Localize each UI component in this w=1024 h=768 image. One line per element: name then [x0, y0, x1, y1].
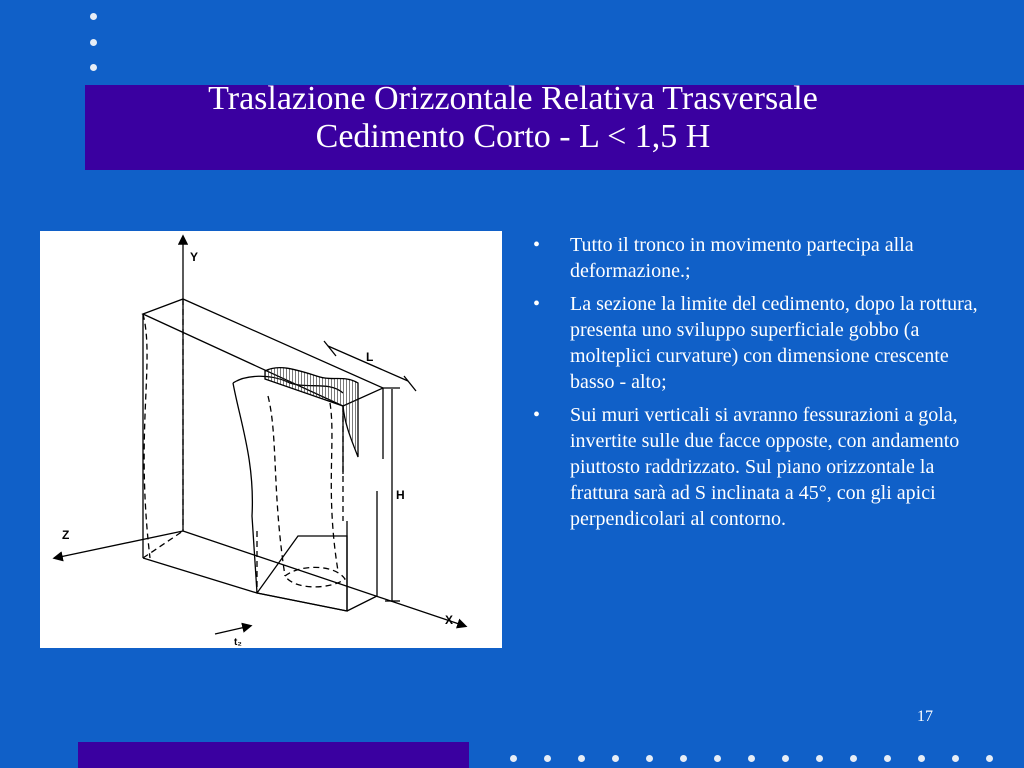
bullet-item: [527, 291, 987, 395]
slide-title-line-2: Cedimento Corto - L < 1,5 H: [315, 118, 711, 155]
decor-dot: [612, 755, 619, 762]
decor-dot: [646, 755, 653, 762]
time-label: t₂: [234, 637, 242, 648]
decor-dot: [680, 755, 687, 762]
bottom-band: [78, 742, 469, 768]
z-axis-label: Z: [62, 528, 70, 542]
decor-dot: [714, 755, 721, 762]
slide-title: [85, 80, 941, 156]
y-axis-label: Y: [190, 250, 199, 264]
decor-dot: [782, 755, 789, 762]
decor-dot: [90, 39, 97, 46]
decor-dot: [952, 755, 959, 762]
decor-dot: [90, 64, 97, 71]
column-left-edge: [233, 383, 257, 593]
decor-dot: [748, 755, 755, 762]
bullet-marker: •: [533, 234, 541, 256]
bullet-item: [527, 232, 987, 284]
bullet-marker: •: [533, 293, 541, 315]
fracture-surface: [265, 368, 358, 457]
wall-settlement-diagram: [40, 231, 502, 648]
slide-title-line-1: Traslazione Orizzontale Relativa Trasversale: [208, 80, 818, 117]
decor-dot: [850, 755, 857, 762]
bullet-text: Tutto il tronco in movimento partecipa alla deformazione.;: [570, 234, 914, 282]
decor-dot: [510, 755, 517, 762]
diagram-figure: [40, 231, 502, 648]
x-axis-label: X: [445, 613, 454, 627]
decor-dot: [918, 755, 925, 762]
slide-number: 17: [917, 708, 933, 725]
bullet-item: [527, 402, 987, 532]
decor-dot: [544, 755, 551, 762]
decor-dot: [578, 755, 585, 762]
bullet-text: La sezione la limite del cedimento, dopo la rottura, presenta uno sviluppo superficiale gobbo (a molteplici curvature) con dimensione crescente basso - alto;: [570, 293, 978, 393]
bullet-list: [527, 232, 987, 539]
height-label: H: [396, 488, 405, 502]
bullet-marker: •: [533, 404, 541, 426]
decor-dot: [986, 755, 993, 762]
decor-dot: [884, 755, 891, 762]
bullet-text: Sui muri verticali si avranno fessurazioni a gola, invertite sulle due facce opposte, con andamento piuttosto raddrizzato. Sul piano orizzontale la frattura sarà ad S inclinata a 45°, con gli apici perpendicolari al contorno.: [570, 404, 960, 530]
decor-dot: [816, 755, 823, 762]
length-label: L: [366, 350, 374, 364]
x-axis: [183, 531, 465, 626]
decor-dot: [90, 13, 97, 20]
